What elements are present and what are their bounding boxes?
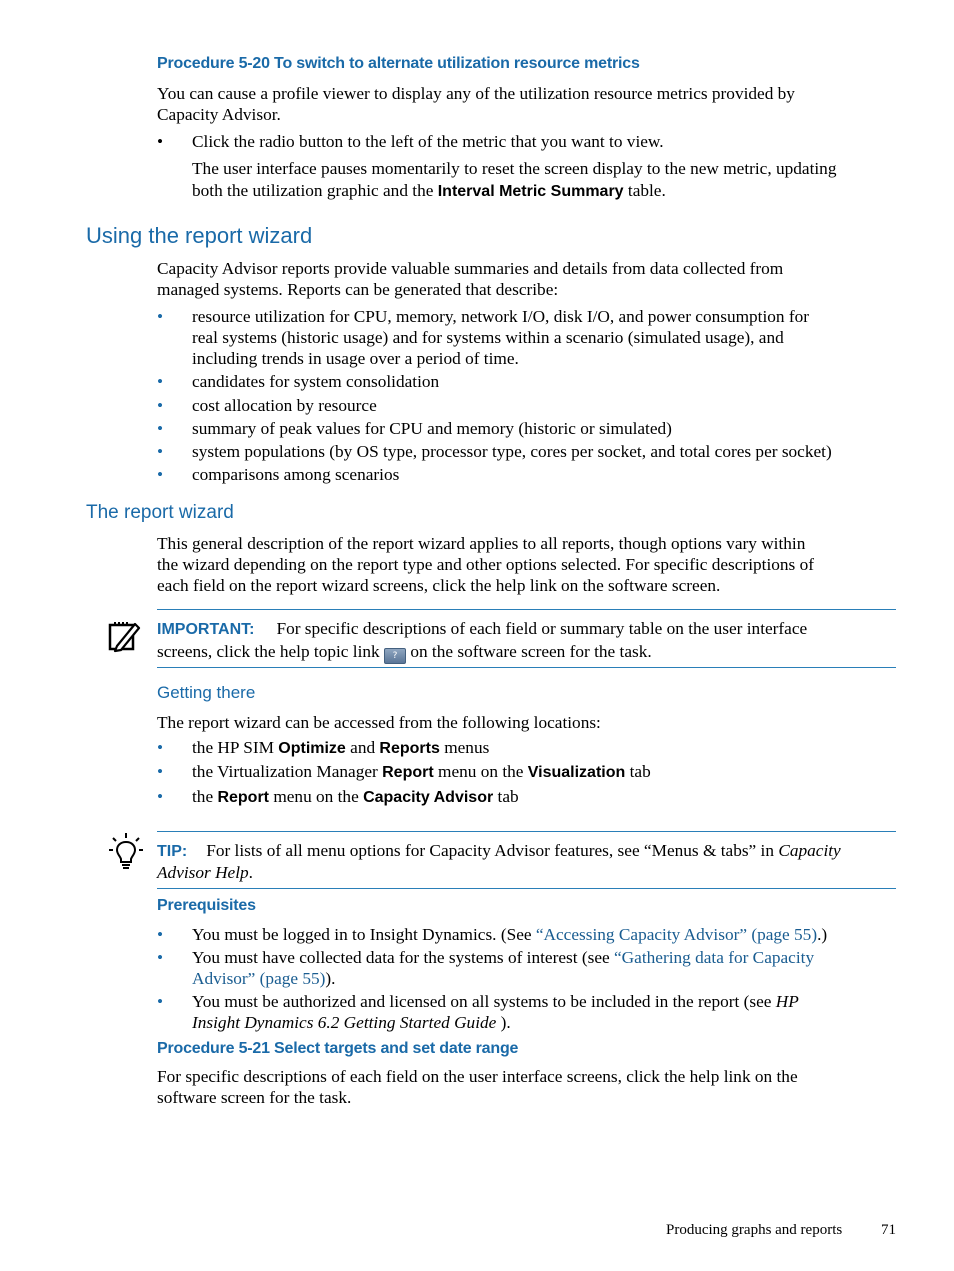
- procedure-5-20-intro-line2: Capacity Advisor.: [157, 105, 281, 124]
- list-item-continued: including trends in usage over a period of time.: [192, 349, 519, 368]
- page-number: 71: [881, 1222, 896, 1238]
- important-pencil-icon: [107, 620, 141, 654]
- list-bullet: •: [157, 925, 164, 944]
- gathering-data-link[interactable]: “Gathering data for Capacity: [614, 948, 815, 967]
- list-bullet: •: [157, 948, 164, 967]
- list-item: cost allocation by resource: [192, 396, 377, 415]
- tip-note-bottom-rule: [157, 888, 896, 889]
- list-item: You must be authorized and licensed on all systems to be included in the report (see HP: [192, 992, 799, 1011]
- getting-there-heading: Getting there: [157, 683, 256, 702]
- subsection-heading-the-report-wizard: The report wizard: [86, 502, 234, 523]
- tip-label: TIP:: [157, 843, 188, 860]
- list-item: candidates for system consolidation: [192, 372, 440, 391]
- list-bullet: •: [157, 992, 164, 1011]
- procedure-5-20-result-line2: both the utilization graphic and the Interval Metric Summary table.: [192, 181, 666, 200]
- list-item: You must have collected data for the systems of interest (see “Gathering data for Capacity: [192, 948, 815, 967]
- the-report-wizard-para-line3: each field on the report wizard screens, click the help link on the software screen.: [157, 576, 721, 595]
- tip-note-top-rule: [157, 831, 896, 832]
- tip-lightbulb-icon: [107, 832, 145, 872]
- accessing-capacity-advisor-link[interactable]: “Accessing Capacity Advisor” (page 55): [535, 925, 818, 944]
- important-note-top-rule: [157, 609, 896, 610]
- procedure-5-21-para-line2: software screen for the task.: [157, 1088, 352, 1107]
- list-item-continued: Insight Dynamics 6.2 Getting Started Guide ).: [192, 1013, 511, 1032]
- the-report-wizard-para-line2: the wizard depending on the report type and other options selected. For specific descriptions of: [157, 555, 814, 574]
- list-bullet: •: [157, 762, 164, 781]
- getting-there-intro: The report wizard can be accessed from the following locations:: [157, 713, 601, 732]
- list-item: You must be logged in to Insight Dynamics. (See “Accessing Capacity Advisor” (page 55).): [192, 925, 828, 944]
- list-item: the Virtualization Manager Report menu on the Visualization tab: [192, 762, 651, 781]
- procedure-5-21-para-line1: For specific descriptions of each field on the user interface screens, click the help link on the: [157, 1067, 798, 1086]
- list-bullet: •: [157, 442, 164, 461]
- procedure-5-20-heading: Procedure 5-20 To switch to alternate utilization resource metrics: [157, 55, 640, 72]
- important-note-line2: screens, click the help topic link ? on the software screen for the task.: [157, 641, 652, 664]
- important-note-bottom-rule: [157, 667, 896, 668]
- tip-note-line1: TIP: For lists of all menu options for Capacity Advisor features, see “Menus & tabs” in Capacity: [157, 841, 841, 860]
- list-item: resource utilization for CPU, memory, network I/O, disk I/O, and power consumption for: [192, 307, 810, 326]
- list-item: summary of peak values for CPU and memory (historic or simulated): [192, 419, 672, 438]
- gathering-data-link-continued[interactable]: Advisor” (page 55): [192, 969, 326, 988]
- section-heading-using-report-wizard: Using the report wizard: [86, 223, 313, 248]
- report-wizard-intro-line2: managed systems. Reports can be generated that describe:: [157, 280, 559, 299]
- help-topic-icon[interactable]: ?: [384, 648, 406, 664]
- list-item-continued: Advisor” (page 55)).: [192, 969, 336, 988]
- list-bullet: •: [157, 396, 164, 415]
- footer-title: Producing graphs and reports: [666, 1222, 843, 1238]
- list-bullet: •: [157, 372, 164, 391]
- list-bullet: •: [157, 787, 164, 806]
- the-report-wizard-para-line1: This general description of the report wizard applies to all reports, though options vary within: [157, 534, 806, 553]
- interval-metric-summary-term: Interval Metric Summary: [437, 183, 624, 200]
- list-bullet: •: [157, 738, 164, 757]
- list-item-continued: real systems (historic usage) and for systems within a scenario (simulated usage), and: [192, 328, 784, 347]
- procedure-5-21-heading: Procedure 5-21 Select targets and set date range: [157, 1040, 519, 1057]
- list-bullet: •: [157, 419, 164, 438]
- important-note-line1: IMPORTANT: For specific descriptions of each field or summary table on the user interface: [157, 619, 808, 638]
- list-item: the HP SIM Optimize and Reports menus: [192, 738, 490, 757]
- procedure-5-20-result-line1: The user interface pauses momentarily to reset the screen display to the new metric, updating: [192, 159, 837, 178]
- report-wizard-intro-line1: Capacity Advisor reports provide valuable summaries and details from data collected from: [157, 259, 784, 278]
- procedure-5-20-step: Click the radio button to the left of the metric that you want to view.: [192, 132, 664, 151]
- prerequisites-heading: Prerequisites: [157, 897, 256, 914]
- list-item: system populations (by OS type, processor type, cores per socket, and total cores per socket): [192, 442, 832, 461]
- important-label: IMPORTANT:: [157, 621, 255, 638]
- list-bullet: •: [157, 465, 164, 484]
- list-item: the Report menu on the Capacity Advisor tab: [192, 787, 519, 806]
- list-bullet: •: [157, 307, 164, 326]
- list-item: comparisons among scenarios: [192, 465, 400, 484]
- procedure-5-20-intro-line1: You can cause a profile viewer to display any of the utilization resource metrics provided by: [157, 84, 795, 103]
- tip-note-line2: Advisor Help.: [157, 863, 253, 882]
- step-bullet: •: [157, 132, 164, 151]
